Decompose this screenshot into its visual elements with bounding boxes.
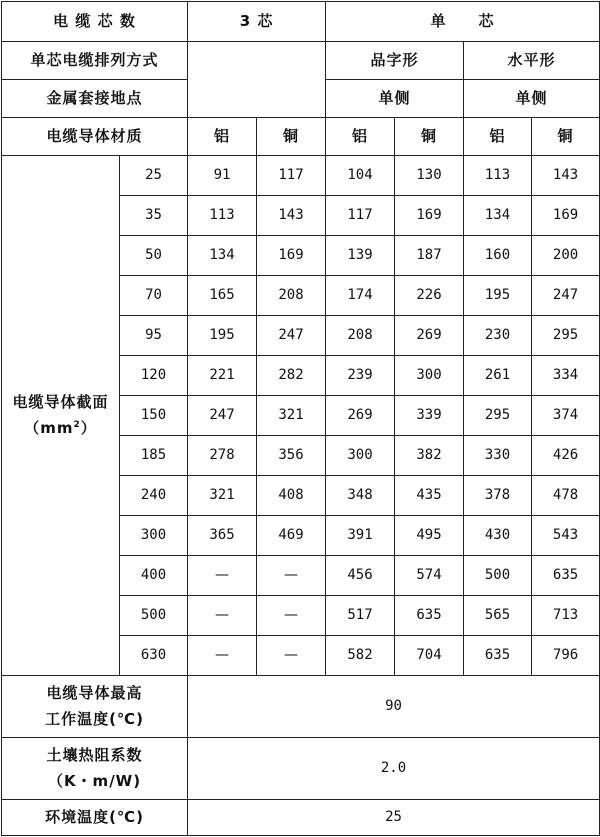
cross-section-size: 185: [120, 436, 188, 476]
cross-section-size: 300: [120, 516, 188, 556]
ampacity-cell: 796: [532, 636, 600, 676]
material-header: 铝: [188, 118, 257, 156]
ampacity-cell: 500: [464, 556, 532, 596]
cross-section-label: [2, 156, 120, 676]
ampacity-cell: 143: [532, 156, 600, 196]
ampacity-cell: 208: [326, 316, 395, 356]
ampacity-cell: 582: [326, 636, 395, 676]
ampacity-cell: 469: [257, 516, 326, 556]
ampacity-cell: 574: [395, 556, 464, 596]
three-core-blank-cell: [188, 42, 326, 118]
material-header: 铝: [464, 118, 532, 156]
ampacity-cell: 239: [326, 356, 395, 396]
soil-label-line2: （K・m/W): [47, 771, 142, 790]
ampacity-cell: 130: [395, 156, 464, 196]
ampacity-cell: 134: [464, 196, 532, 236]
cross-section-size: 25: [120, 156, 188, 196]
trefoil-header: 品字形: [326, 42, 464, 80]
ampacity-cell: 278: [188, 436, 257, 476]
cross-section-size: 120: [120, 356, 188, 396]
ampacity-cell: 321: [257, 396, 326, 436]
soil-label-line1: 土壤热阻系数: [46, 746, 143, 764]
ampacity-cell: —: [188, 636, 257, 676]
ampacity-cell: 321: [188, 476, 257, 516]
ampacity-cell: 356: [257, 436, 326, 476]
ampacity-cell: 113: [188, 196, 257, 236]
cross-section-size: 150: [120, 396, 188, 436]
table-row: [2, 156, 600, 196]
material-header: 铜: [532, 118, 600, 156]
cross-section-size: 70: [120, 276, 188, 316]
ampacity-cell: 430: [464, 516, 532, 556]
ampacity-cell: 195: [464, 276, 532, 316]
ampacity-cell: 104: [326, 156, 395, 196]
ampacity-cell: 221: [188, 356, 257, 396]
ampacity-cell: 117: [257, 156, 326, 196]
core-count-label: 电 缆 芯 数: [2, 2, 188, 42]
ampacity-cell: 230: [464, 316, 532, 356]
ampacity-cell: —: [257, 596, 326, 636]
ampacity-cell: 339: [395, 396, 464, 436]
ampacity-cell: 91: [188, 156, 257, 196]
cross-section-unit-sup: 2: [73, 419, 81, 430]
ampacity-cell: 495: [395, 516, 464, 556]
material-header: 铜: [257, 118, 326, 156]
ampacity-cell: 247: [257, 316, 326, 356]
ampacity-cell: 295: [532, 316, 600, 356]
ampacity-cell: 543: [532, 516, 600, 556]
ampacity-cell: 169: [257, 236, 326, 276]
ampacity-cell: 378: [464, 476, 532, 516]
ampacity-cell: 165: [188, 276, 257, 316]
flat-ground-point: 单侧: [464, 80, 600, 118]
soil-resistivity-value: 2.0: [188, 738, 600, 800]
ampacity-cell: —: [188, 556, 257, 596]
cross-section-size: 400: [120, 556, 188, 596]
three-core-header: 3 芯: [188, 2, 326, 42]
ampacity-cell: 391: [326, 516, 395, 556]
ampacity-cell: 139: [326, 236, 395, 276]
ampacity-cell: 174: [326, 276, 395, 316]
ampacity-cell: 348: [326, 476, 395, 516]
ampacity-cell: 517: [326, 596, 395, 636]
ampacity-cell: 269: [326, 396, 395, 436]
ampacity-cell: —: [257, 556, 326, 596]
ampacity-cell: 478: [532, 476, 600, 516]
ampacity-cell: 113: [464, 156, 532, 196]
ampacity-cell: 426: [532, 436, 600, 476]
ampacity-cell: 565: [464, 596, 532, 636]
ampacity-cell: 269: [395, 316, 464, 356]
soil-resistivity-label: [2, 738, 188, 800]
ampacity-cell: 382: [395, 436, 464, 476]
arrangement-label: 单芯电缆排列方式: [2, 42, 188, 80]
sheath-ground-label: 金属套接地点: [2, 80, 188, 118]
ampacity-cell: 635: [395, 596, 464, 636]
ampacity-cell: —: [257, 636, 326, 676]
cross-section-size: 240: [120, 476, 188, 516]
ampacity-cell: 704: [395, 636, 464, 676]
max-temp-label-line1: 电缆导体最高: [46, 684, 143, 702]
ampacity-cell: 713: [532, 596, 600, 636]
conductor-material-label: 电缆导体材质: [2, 118, 188, 156]
cross-section-unit-close: ）: [80, 418, 97, 437]
ambient-temp-label: 环境温度(℃): [2, 800, 188, 836]
ampacity-cell: 261: [464, 356, 532, 396]
material-header: 铝: [326, 118, 395, 156]
material-header: 铜: [395, 118, 464, 156]
ampacity-cell: 365: [188, 516, 257, 556]
ampacity-cell: 295: [464, 396, 532, 436]
ampacity-cell: 300: [326, 436, 395, 476]
ampacity-cell: 226: [395, 276, 464, 316]
cross-section-size: 500: [120, 596, 188, 636]
ampacity-cell: 187: [395, 236, 464, 276]
ampacity-cell: 143: [257, 196, 326, 236]
trefoil-ground-point: 单侧: [326, 80, 464, 118]
max-temp-label-line2: 工作温度(℃): [45, 709, 144, 728]
ampacity-cell: 195: [188, 316, 257, 356]
cross-section-size: 95: [120, 316, 188, 356]
ampacity-cell: 282: [257, 356, 326, 396]
cross-section-size: 630: [120, 636, 188, 676]
ampacity-table: [1, 1, 600, 836]
ampacity-cell: 169: [532, 196, 600, 236]
ampacity-cell: 247: [532, 276, 600, 316]
ampacity-cell: 435: [395, 476, 464, 516]
ampacity-cell: 200: [532, 236, 600, 276]
single-core-header: 单 芯: [326, 2, 600, 42]
cross-section-label-text: 电缆导体截面: [12, 393, 109, 411]
ampacity-cell: 456: [326, 556, 395, 596]
ampacity-cell: 330: [464, 436, 532, 476]
ampacity-cell: 374: [532, 396, 600, 436]
ampacity-cell: 117: [326, 196, 395, 236]
cross-section-size: 50: [120, 236, 188, 276]
ampacity-cell: 334: [532, 356, 600, 396]
ampacity-cell: 160: [464, 236, 532, 276]
ampacity-cell: 208: [257, 276, 326, 316]
ampacity-cell: 300: [395, 356, 464, 396]
ampacity-cell: 169: [395, 196, 464, 236]
ampacity-cell: 247: [188, 396, 257, 436]
ampacity-cell: 635: [532, 556, 600, 596]
ampacity-cell: 635: [464, 636, 532, 676]
cross-section-unit: （mm: [24, 418, 74, 437]
cross-section-size: 35: [120, 196, 188, 236]
ambient-temp-value: 25: [188, 800, 600, 836]
ampacity-cell: 134: [188, 236, 257, 276]
ampacity-cell: —: [188, 596, 257, 636]
max-temp-label: [2, 676, 188, 738]
ampacity-cell: 408: [257, 476, 326, 516]
flat-header: 水平形: [464, 42, 600, 80]
max-temp-value: 90: [188, 676, 600, 738]
